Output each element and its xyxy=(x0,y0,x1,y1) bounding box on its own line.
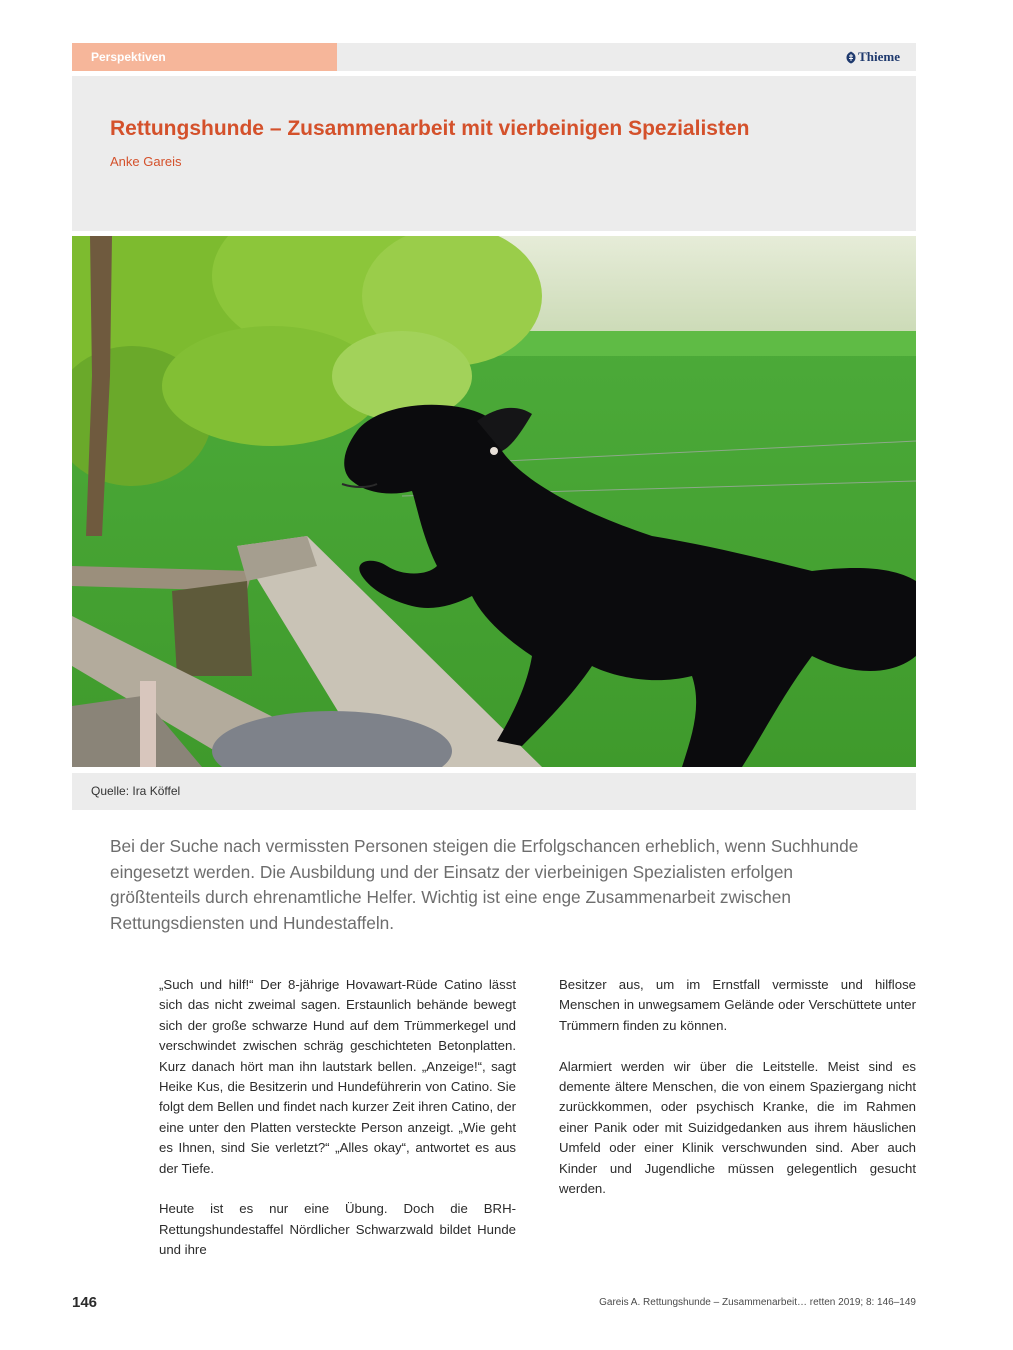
paragraph: „Such und hilf!“ Der 8-jährige Hovawart-Rüde Catino lässt sich das nicht zweimal sagen. Erstaunlich behände bewegt sich der große schwarze Hund auf dem Trümmerkegel und verschwindet zwischen schräg geschichteten Betonplatten. Kurz danach hört man ihn lautstark bellen. „Anzeige!“, sagt Heike Kus, die Besitzerin und Hundeführerin von Catino. Sie folgt dem Bellen und findet nach kurzer Zeit ihren Catino, der eine unter den Platten versteckte Person anzeigt. „Wie geht es Ihnen, sind Sie verletzt?“ „Alles okay“, antwortet es aus der Tiefe. xyxy=(159,977,516,1176)
article-title: Rettungshunde – Zusammenarbeit mit vierbeinigen Spezialisten xyxy=(110,117,750,140)
body-column-left xyxy=(159,975,516,1261)
publisher-logo xyxy=(846,43,900,71)
publisher-name: Thieme xyxy=(858,49,900,64)
section-label: Perspektiven xyxy=(72,43,337,71)
thieme-logo-icon xyxy=(846,51,856,64)
body-column-right xyxy=(559,975,916,1199)
paragraph: Heute ist es nur eine Übung. Doch die BRH-Rettungshundestaffel Nördlicher Schwarzwald bildet Hunde und ihre xyxy=(159,1201,516,1258)
article-author: Anke Gareis xyxy=(110,154,182,169)
title-panel xyxy=(72,76,916,231)
dog-jumping-photo xyxy=(72,236,916,767)
header-bar xyxy=(72,43,916,71)
paragraph: Besitzer aus, um im Ernstfall vermisste und hilflose Menschen in unwegsamem Gelände oder Verschüttete unter Trümmern finden zu können. xyxy=(559,977,916,1033)
image-caption: Quelle: Ira Köffel xyxy=(72,773,916,810)
footer-citation: Gareis A. Rettungshunde – Zusammenarbeit… retten 2019; 8: 146–149 xyxy=(599,1297,916,1308)
paragraph: Alarmiert werden wir über die Leitstelle. Meist sind es demente ältere Menschen, die von einem Spaziergang nicht zurückkommen, oder psychisch Kranke, die im Rahmen einer Panik oder mit Suizidgedanken aus ihrem häuslichen Umfeld oder einer Klinik verschwunden sind. Aber auch Kinder und Jugendliche müssen gelegentlich gesucht werden. xyxy=(559,1058,916,1197)
article-photo xyxy=(72,236,916,767)
page-number: 146 xyxy=(72,1294,98,1311)
article-lead: Bei der Suche nach vermissten Personen steigen die Erfolgschancen erheblich, wenn Suchhunde eingesetzt werden. Die Ausbildung und der Einsatz der vierbeinigen Spezialisten erfolgen größtenteils durch ehrenamtliche Helfer. Wichtig ist eine enge Zusammenarbeit zwischen Rettungsdiensten und Hundestaffeln. xyxy=(110,836,859,933)
